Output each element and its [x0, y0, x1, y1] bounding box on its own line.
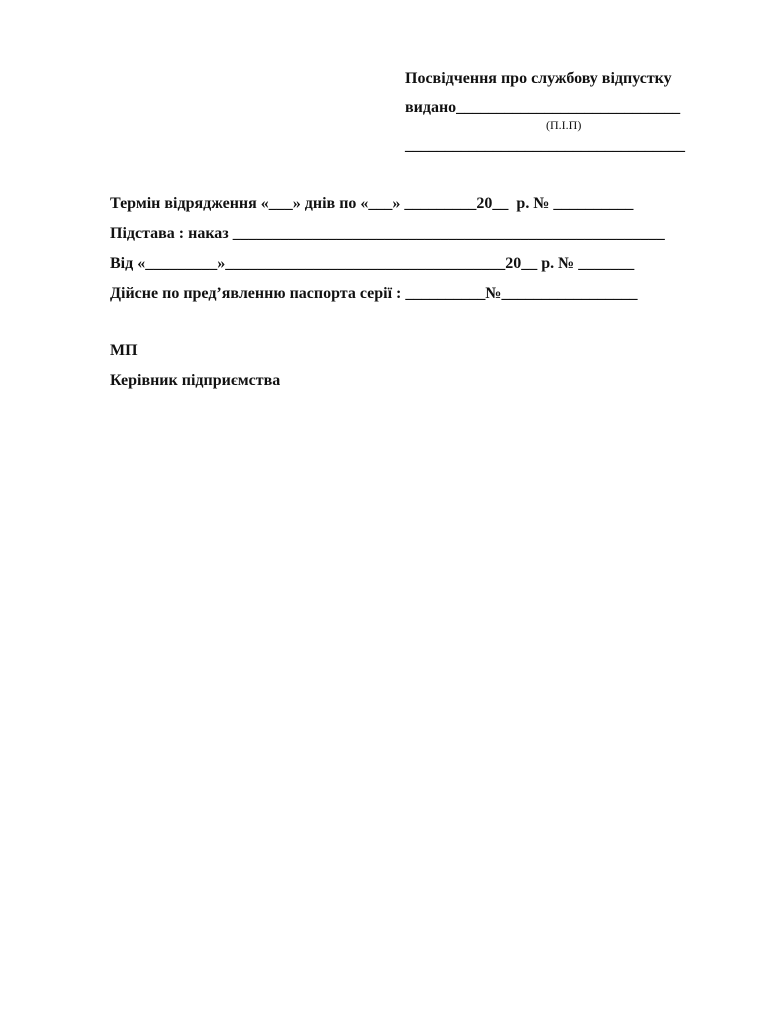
head-label: Керівник підприємства	[110, 372, 281, 389]
from-line: Від «_________»___________________________________20__ р. № _______	[110, 255, 635, 272]
blank-line: ___________________________________	[405, 137, 685, 154]
passport-line: Дійсне по пред’явленню паспорта серії : __________№_________________	[110, 285, 638, 302]
document-title: Посвідчення про службову відпустку	[405, 70, 672, 87]
stamp-label: МП	[110, 342, 138, 359]
fio-caption: (П.І.П)	[546, 118, 582, 132]
term-line: Термін відрядження «___» днів по «___» _________20__ р. № __________	[110, 195, 634, 212]
basis-line: Підстава : наказ ______________________________________________________	[110, 225, 665, 242]
issued-to-line: видано____________________________	[405, 99, 681, 116]
